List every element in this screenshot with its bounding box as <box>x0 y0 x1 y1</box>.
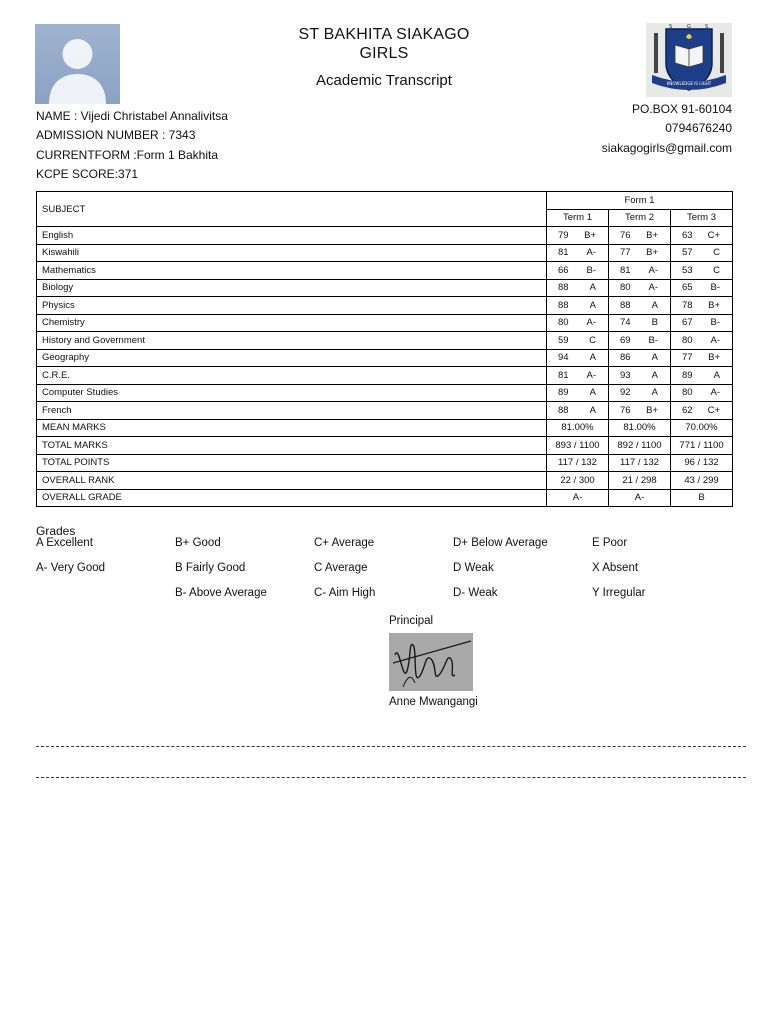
score-mark: 89 <box>558 387 569 399</box>
term-score-cell <box>547 349 609 367</box>
summary-row <box>37 472 733 490</box>
score-mark: 94 <box>558 352 569 364</box>
score-mark: 74 <box>620 317 631 329</box>
principal-label: Principal <box>389 615 434 627</box>
term-score-cell <box>547 297 609 315</box>
summary-value: 22 / 300 <box>547 472 609 490</box>
score-grade: A- <box>586 317 596 329</box>
score-grade: B- <box>648 334 658 346</box>
score-mark: 80 <box>682 334 693 346</box>
term-score-cell <box>609 262 671 280</box>
score-grade: B+ <box>646 229 658 241</box>
subject-row <box>37 244 733 262</box>
score-mark: 62 <box>682 404 693 416</box>
svg-text:S: S <box>705 24 709 30</box>
summary-row <box>37 437 733 455</box>
term-score-cell <box>671 384 733 402</box>
school-contact <box>602 101 732 159</box>
subject-name: History and Government <box>37 332 547 350</box>
student-photo <box>35 24 120 104</box>
score-mark: 65 <box>682 282 693 294</box>
score-mark: 81 <box>620 264 631 276</box>
term-score-cell <box>609 402 671 420</box>
subject-name: English <box>37 227 547 245</box>
score-grade: A- <box>648 282 658 294</box>
kcpe-score: KCPE SCORE:371 <box>36 167 139 182</box>
summary-value: 117 / 132 <box>547 454 609 472</box>
term-score-cell <box>547 332 609 350</box>
summary-value: 81.00% <box>547 419 609 437</box>
summary-row <box>37 419 733 437</box>
score-mark: 79 <box>558 229 569 241</box>
grades-title: Grades <box>36 524 76 538</box>
subject-name: Biology <box>37 279 547 297</box>
grade-legend-item: B- Above Average <box>175 587 267 599</box>
score-grade: A- <box>648 264 658 276</box>
summary-value: 96 / 132 <box>671 454 733 472</box>
score-grade: B+ <box>646 404 658 416</box>
grade-legend-item: B+ Good <box>175 537 221 549</box>
score-mark: 88 <box>558 299 569 311</box>
score-grade: A- <box>586 369 596 381</box>
summary-value: 43 / 299 <box>671 472 733 490</box>
score-mark: 93 <box>620 369 631 381</box>
score-grade: A <box>589 404 596 416</box>
score-grade: C <box>589 334 596 346</box>
summary-value: 893 / 1100 <box>547 437 609 455</box>
score-mark: 92 <box>620 387 631 399</box>
term-score-cell <box>547 367 609 385</box>
term-score-cell <box>671 314 733 332</box>
score-mark: 81 <box>558 247 569 259</box>
term-score-cell <box>609 332 671 350</box>
score-mark: 80 <box>620 282 631 294</box>
school-name-line2: GIRLS <box>359 45 409 62</box>
subject-row <box>37 402 733 420</box>
summary-label: TOTAL POINTS <box>37 454 547 472</box>
score-grade: A <box>713 369 721 381</box>
dashed-divider <box>36 746 746 747</box>
grade-legend-item: E Poor <box>592 537 628 549</box>
grade-legend-item: D Weak <box>453 562 494 574</box>
admission-number: ADMISSION NUMBER : 7343 <box>36 128 196 143</box>
term-score-cell <box>609 349 671 367</box>
email-address: siakagogirls@gmail.com <box>601 140 732 155</box>
score-mark: 76 <box>620 404 631 416</box>
score-mark: 81 <box>558 369 569 381</box>
term-score-cell <box>671 297 733 315</box>
term-score-cell <box>609 279 671 297</box>
score-grade: B+ <box>708 299 721 311</box>
score-mark: 89 <box>682 369 693 381</box>
grade-legend-item: D+ Below Average <box>453 537 548 549</box>
results-table <box>36 191 733 507</box>
summary-value: A- <box>547 489 609 507</box>
term-score-cell <box>671 349 733 367</box>
score-grade: C <box>713 264 721 276</box>
score-grade: A <box>651 369 658 381</box>
subject-name: Physics <box>37 297 547 315</box>
score-mark: 53 <box>682 264 693 276</box>
score-grade: A- <box>710 387 721 399</box>
term-score-cell <box>609 314 671 332</box>
term-score-cell <box>671 262 733 280</box>
score-mark: 88 <box>558 404 569 416</box>
summary-value: A- <box>609 489 671 507</box>
svg-text:S: S <box>669 24 673 30</box>
summary-value: 771 / 1100 <box>671 437 733 455</box>
subject-row <box>37 227 733 245</box>
phone-number: 0794676240 <box>665 121 732 136</box>
term-score-cell <box>547 279 609 297</box>
summary-value: B <box>671 489 733 507</box>
term-score-cell <box>671 332 733 350</box>
term-score-cell <box>671 279 733 297</box>
score-mark: 69 <box>620 334 631 346</box>
score-grade: A <box>651 387 658 399</box>
svg-text:G: G <box>687 24 691 30</box>
score-mark: 78 <box>682 299 693 311</box>
summary-row <box>37 489 733 507</box>
term-score-cell <box>609 244 671 262</box>
summary-label: OVERALL GRADE <box>37 489 547 507</box>
term-score-cell <box>609 367 671 385</box>
score-grade: B- <box>710 317 721 329</box>
school-logo <box>646 23 732 97</box>
score-grade: B <box>651 317 658 329</box>
score-grade: A- <box>710 334 721 346</box>
score-mark: 77 <box>682 352 693 364</box>
score-grade: C+ <box>707 229 721 241</box>
term-score-cell <box>547 402 609 420</box>
score-mark: 66 <box>558 264 569 276</box>
score-mark: 88 <box>620 299 631 311</box>
score-grade: B- <box>586 264 596 276</box>
summary-value: 70.00% <box>671 419 733 437</box>
subject-name: C.R.E. <box>37 367 547 385</box>
summary-row <box>37 454 733 472</box>
score-grade: A <box>589 387 596 399</box>
grade-legend-item: X Absent <box>592 562 639 574</box>
grade-legend-item: C Average <box>314 562 368 574</box>
subject-name: Computer Studies <box>37 384 547 402</box>
summary-value: 81.00% <box>609 419 671 437</box>
score-grade: A <box>651 352 658 364</box>
score-mark: 77 <box>620 247 631 259</box>
score-mark: 63 <box>682 229 693 241</box>
score-grade: A <box>589 352 596 364</box>
term-score-cell <box>671 227 733 245</box>
score-grade: B+ <box>584 229 596 241</box>
summary-label: MEAN MARKS <box>37 419 547 437</box>
dashed-divider <box>36 777 746 778</box>
document-title: Academic Transcript <box>316 72 452 89</box>
subject-header: SUBJECT <box>37 192 547 227</box>
student-name: NAME : Vijedi Christabel Annalivitsa <box>36 109 228 123</box>
score-grade: A <box>651 299 658 311</box>
grade-legend-item: Y Irregular <box>592 587 646 599</box>
school-name <box>234 25 534 63</box>
term-header: Term 1 <box>547 209 609 227</box>
score-mark: 57 <box>682 247 693 259</box>
score-grade: A <box>589 282 596 294</box>
principal-name: Anne Mwangangi <box>389 696 478 708</box>
current-form: CURRENTFORM :Form 1 Bakhita <box>36 147 219 162</box>
subject-row <box>37 367 733 385</box>
term-score-cell <box>609 384 671 402</box>
grade-legend-item: D- Weak <box>453 587 498 599</box>
subject-row <box>37 262 733 280</box>
score-mark: 80 <box>682 387 693 399</box>
term-score-cell <box>547 227 609 245</box>
score-mark: 67 <box>682 317 693 329</box>
term-score-cell <box>547 384 609 402</box>
subject-name: Kiswahili <box>37 244 547 262</box>
summary-label: TOTAL MARKS <box>37 437 547 455</box>
score-grade: B+ <box>646 247 658 259</box>
subject-name: Mathematics <box>37 262 547 280</box>
subject-row <box>37 297 733 315</box>
grade-legend-item: A Excellent <box>36 537 93 549</box>
score-grade: A <box>589 299 596 311</box>
subject-row <box>37 332 733 350</box>
grade-legend-item: C- Aim High <box>314 587 376 599</box>
term-header: Term 2 <box>609 209 671 227</box>
term-score-cell <box>547 244 609 262</box>
term-score-cell <box>671 244 733 262</box>
term-score-cell <box>547 314 609 332</box>
grade-legend-item: C+ Average <box>314 537 375 549</box>
term-header: Term 3 <box>671 209 733 227</box>
summary-value: 892 / 1100 <box>609 437 671 455</box>
results-body <box>37 227 733 507</box>
score-mark: 80 <box>558 317 569 329</box>
summary-label: OVERALL RANK <box>37 472 547 490</box>
principal-signature <box>389 633 473 691</box>
term-score-cell <box>671 402 733 420</box>
term-score-cell <box>671 367 733 385</box>
subject-row <box>37 349 733 367</box>
term-score-cell <box>609 227 671 245</box>
score-mark: 76 <box>620 229 631 241</box>
score-grade: A- <box>586 247 596 259</box>
score-grade: C+ <box>707 404 721 416</box>
subject-row <box>37 314 733 332</box>
score-mark: 86 <box>620 352 631 364</box>
po-box: PO.BOX 91-60104 <box>631 102 732 116</box>
school-name-line1: ST BAKHITA SIAKAGO <box>298 26 470 43</box>
subject-name: Geography <box>37 349 547 367</box>
grade-legend-item: A- Very Good <box>36 562 106 574</box>
subject-name: Chemistry <box>37 314 547 332</box>
svg-text:KNOWLEDGE IS LIGHT: KNOWLEDGE IS LIGHT <box>666 81 712 86</box>
subject-row <box>37 279 733 297</box>
grade-legend-item: B Fairly Good <box>175 562 246 574</box>
score-grade: C <box>713 247 721 259</box>
term-score-cell <box>609 297 671 315</box>
subject-name: French <box>37 402 547 420</box>
term-score-cell <box>547 262 609 280</box>
score-mark: 59 <box>558 334 569 346</box>
score-mark: 88 <box>558 282 569 294</box>
subject-row <box>37 384 733 402</box>
form-header: Form 1 <box>547 192 733 210</box>
student-details <box>36 108 228 186</box>
summary-value: 117 / 132 <box>609 454 671 472</box>
score-grade: B- <box>710 282 721 294</box>
summary-value: 21 / 298 <box>609 472 671 490</box>
score-grade: B+ <box>708 352 721 364</box>
